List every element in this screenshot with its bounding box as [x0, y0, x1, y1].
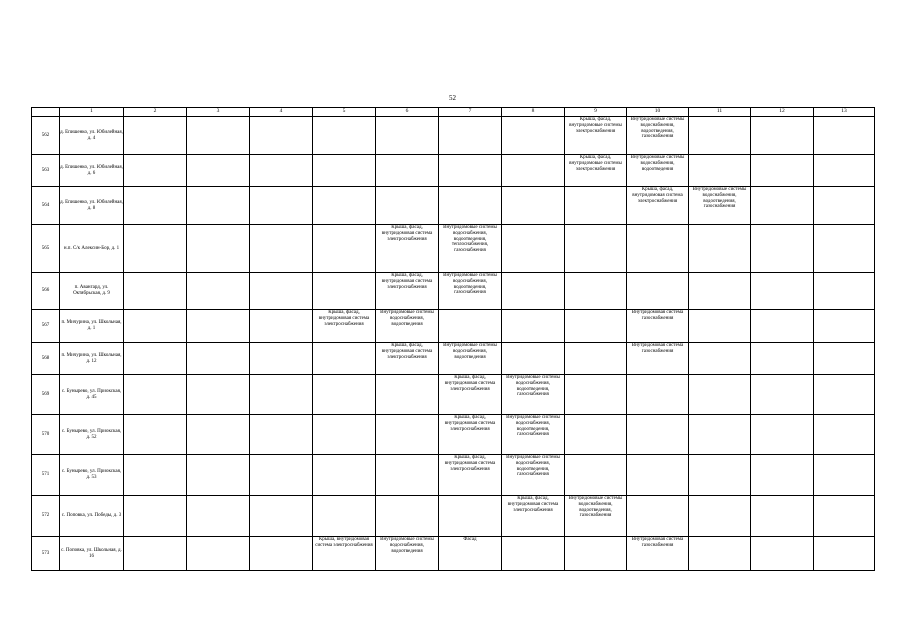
work-cell-col-6: Внутридомовые системы водоснабжения, водоотведения — [376, 310, 439, 343]
column-header-2: 2 — [124, 108, 187, 117]
work-cell-col-8 — [502, 273, 565, 310]
work-cell-col-8: Внутридомовые системы водоснабжения, водоотведения, газоснабжения — [502, 375, 565, 415]
address-cell: п. Мичурина, ул. Школьная, д. 12 — [60, 343, 124, 375]
work-cell-col-4 — [250, 187, 313, 225]
work-cell-col-2 — [124, 310, 187, 343]
work-cell-col-13 — [814, 310, 875, 343]
table-row — [32, 375, 875, 415]
work-cell-col-9 — [565, 343, 627, 375]
column-header-4: 4 — [250, 108, 313, 117]
work-cell-col-7 — [439, 187, 502, 225]
work-cell-col-4 — [250, 415, 313, 455]
work-cell-col-2 — [124, 537, 187, 571]
work-cell-col-6 — [376, 415, 439, 455]
work-cell-col-2 — [124, 117, 187, 155]
work-cell-col-11 — [689, 273, 751, 310]
work-cell-col-10: Внутридомовая система газоснабжения — [627, 310, 689, 343]
work-cell-col-2 — [124, 343, 187, 375]
row-number-cell: 566 — [32, 273, 60, 310]
work-cell-col-8 — [502, 310, 565, 343]
address-cell: с. Бунырево, ул. Приокская, д. 52 — [60, 415, 124, 455]
repair-schedule-table — [31, 107, 875, 571]
work-cell-col-12 — [751, 310, 814, 343]
work-cell-col-10: Крыша, фасад, внутридомовая система электроснабжения — [627, 187, 689, 225]
work-cell-col-7: Внутридомовые системы водоснабжения, водоотведения, теплоснабжения, газоснабжения — [439, 225, 502, 273]
work-cell-col-4 — [250, 117, 313, 155]
work-cell-col-9 — [565, 537, 627, 571]
work-cell-col-13 — [814, 415, 875, 455]
work-cell-col-3 — [187, 155, 250, 187]
work-cell-col-10 — [627, 375, 689, 415]
work-cell-col-3 — [187, 310, 250, 343]
work-cell-col-12 — [751, 273, 814, 310]
work-cell-col-13 — [814, 117, 875, 155]
work-cell-col-9 — [565, 310, 627, 343]
work-cell-col-5 — [313, 343, 376, 375]
table-row — [32, 117, 875, 155]
column-header-11: 11 — [689, 108, 751, 117]
table-row — [32, 415, 875, 455]
work-cell-col-9: Внутридомовые системы водоснабжения, водоотведения, газоснабжения — [565, 496, 627, 537]
work-cell-col-6: Крыша, фасад, внутридомовая система электроснабжения — [376, 225, 439, 273]
work-cell-col-8 — [502, 225, 565, 273]
work-cell-col-3 — [187, 415, 250, 455]
work-cell-col-13 — [814, 496, 875, 537]
work-cell-col-9: Крыша, фасад, внутридомовые системы электроснабжения — [565, 155, 627, 187]
table-row — [32, 496, 875, 537]
work-cell-col-7: Внутридомовые системы водоснабжения, водоотведения — [439, 343, 502, 375]
work-cell-col-3 — [187, 537, 250, 571]
work-cell-col-7 — [439, 117, 502, 155]
work-cell-col-4 — [250, 273, 313, 310]
work-cell-col-5: Крыша, внутридомовая система электроснабжения — [313, 537, 376, 571]
work-cell-col-3 — [187, 187, 250, 225]
work-cell-col-6 — [376, 496, 439, 537]
work-cell-col-7: Крыша, фасад, внутридомовая система электроснабжения — [439, 455, 502, 496]
work-cell-col-4 — [250, 155, 313, 187]
work-cell-col-12 — [751, 343, 814, 375]
work-cell-col-5 — [313, 455, 376, 496]
work-cell-col-12 — [751, 187, 814, 225]
work-cell-col-4 — [250, 343, 313, 375]
work-cell-col-5 — [313, 117, 376, 155]
work-cell-col-2 — [124, 415, 187, 455]
work-cell-col-11 — [689, 537, 751, 571]
table-header-row — [32, 108, 875, 117]
row-number-cell: 564 — [32, 187, 60, 225]
work-cell-col-9 — [565, 225, 627, 273]
work-cell-col-10: Внутридомовые системы водоснабжения, водоотведения — [627, 155, 689, 187]
work-cell-col-6 — [376, 117, 439, 155]
address-cell: п. Авангард, ул. Октябрьская, д. 9 — [60, 273, 124, 310]
work-cell-col-5: Крыша, фасад, внутридомовая система электроснабжения — [313, 310, 376, 343]
column-header-8: 8 — [502, 108, 565, 117]
work-cell-col-3 — [187, 225, 250, 273]
work-cell-col-7: Фасад — [439, 537, 502, 571]
work-cell-col-11 — [689, 117, 751, 155]
table-row — [32, 537, 875, 571]
row-number-cell: 572 — [32, 496, 60, 537]
work-cell-col-3 — [187, 496, 250, 537]
work-cell-col-11 — [689, 155, 751, 187]
work-cell-col-7: Внутридомовые системы водоснабжения, водоотведения, газоснабжения — [439, 273, 502, 310]
work-cell-col-12 — [751, 415, 814, 455]
work-cell-col-8: Внутридомовые системы водоснабжения, водоотведения, газоснабжения — [502, 455, 565, 496]
work-cell-col-10 — [627, 496, 689, 537]
work-cell-col-3 — [187, 273, 250, 310]
work-cell-col-12 — [751, 225, 814, 273]
work-cell-col-5 — [313, 187, 376, 225]
work-cell-col-11 — [689, 375, 751, 415]
table-row — [32, 310, 875, 343]
row-number-cell: 573 — [32, 537, 60, 571]
work-cell-col-6 — [376, 155, 439, 187]
work-cell-col-6: Внутридомовые системы водоснабжения, водоотведения — [376, 537, 439, 571]
work-cell-col-8 — [502, 343, 565, 375]
work-cell-col-9 — [565, 375, 627, 415]
table-row — [32, 343, 875, 375]
address-cell: с. Бунырево, ул. Приокская, д. 53 — [60, 455, 124, 496]
work-cell-col-7: Крыша, фасад, внутридомовая система электроснабжения — [439, 415, 502, 455]
work-cell-col-2 — [124, 496, 187, 537]
work-cell-col-8 — [502, 537, 565, 571]
address-cell: д. Епишенко, ул. Юбилейная, д. 8 — [60, 187, 124, 225]
work-cell-col-7 — [439, 155, 502, 187]
work-cell-col-13 — [814, 343, 875, 375]
row-number-cell: 565 — [32, 225, 60, 273]
work-cell-col-3 — [187, 343, 250, 375]
table-row — [32, 155, 875, 187]
work-cell-col-3 — [187, 375, 250, 415]
table-row — [32, 187, 875, 225]
work-cell-col-9 — [565, 415, 627, 455]
row-number-cell: 569 — [32, 375, 60, 415]
work-cell-col-7 — [439, 496, 502, 537]
work-cell-col-3 — [187, 455, 250, 496]
work-cell-col-8 — [502, 117, 565, 155]
work-cell-col-11 — [689, 343, 751, 375]
work-cell-col-6 — [376, 187, 439, 225]
work-cell-col-4 — [250, 496, 313, 537]
row-number-cell: 568 — [32, 343, 60, 375]
address-cell: с. Бунырево, ул. Приокская, д. 45 — [60, 375, 124, 415]
work-cell-col-5 — [313, 375, 376, 415]
work-cell-col-4 — [250, 537, 313, 571]
work-cell-col-10: Внутридомовая система газоснабжения — [627, 537, 689, 571]
work-cell-col-10: Внутридомовая система газоснабжения — [627, 343, 689, 375]
row-number-cell: 563 — [32, 155, 60, 187]
work-cell-col-7: Крыша, фасад, внутридомовая система электроснабжения — [439, 375, 502, 415]
work-cell-col-6: Крыша, фасад, внутридомовая система электроснабжения — [376, 273, 439, 310]
work-cell-col-12 — [751, 455, 814, 496]
work-cell-col-13 — [814, 375, 875, 415]
work-cell-col-10 — [627, 225, 689, 273]
work-cell-col-4 — [250, 375, 313, 415]
column-header-5: 5 — [313, 108, 376, 117]
column-header-3: 3 — [187, 108, 250, 117]
work-cell-col-12 — [751, 375, 814, 415]
work-cell-col-4 — [250, 455, 313, 496]
table-row — [32, 273, 875, 310]
work-cell-col-13 — [814, 537, 875, 571]
work-cell-col-8 — [502, 155, 565, 187]
work-cell-col-13 — [814, 155, 875, 187]
work-cell-col-12 — [751, 155, 814, 187]
column-header-12: 12 — [751, 108, 814, 117]
row-number-cell: 571 — [32, 455, 60, 496]
work-cell-col-11 — [689, 496, 751, 537]
work-cell-col-5 — [313, 415, 376, 455]
address-cell: д. Епишенко, ул. Юбилейная, д. 6 — [60, 155, 124, 187]
work-cell-col-10 — [627, 273, 689, 310]
address-cell: н.п. С/к Алексин-Бор, д. 1 — [60, 225, 124, 273]
work-cell-col-5 — [313, 496, 376, 537]
address-cell: д. Епишенко, ул. Юбилейная, д. 4 — [60, 117, 124, 155]
column-header-9: 9 — [565, 108, 627, 117]
work-cell-col-3 — [187, 117, 250, 155]
header-cell-row-number — [32, 108, 60, 117]
work-cell-col-4 — [250, 310, 313, 343]
row-number-cell: 570 — [32, 415, 60, 455]
work-cell-col-8: Крыша, фасад, внутридомовая система электроснабжения — [502, 496, 565, 537]
work-cell-col-5 — [313, 155, 376, 187]
work-cell-col-9 — [565, 455, 627, 496]
work-cell-col-4 — [250, 225, 313, 273]
column-header-13: 13 — [814, 108, 875, 117]
work-cell-col-6 — [376, 455, 439, 496]
work-cell-col-6 — [376, 375, 439, 415]
work-cell-col-11 — [689, 455, 751, 496]
work-cell-col-9 — [565, 187, 627, 225]
column-header-6: 6 — [376, 108, 439, 117]
work-cell-col-9: Крыша, фасад, внутридомовые системы электроснабжения — [565, 117, 627, 155]
work-cell-col-10 — [627, 415, 689, 455]
work-cell-col-8: Внутридомовые системы водоснабжения, водоотведения, газоснабжения — [502, 415, 565, 455]
work-cell-col-13 — [814, 273, 875, 310]
work-cell-col-2 — [124, 455, 187, 496]
work-cell-col-8 — [502, 187, 565, 225]
column-header-1: 1 — [60, 108, 124, 117]
work-cell-col-2 — [124, 273, 187, 310]
work-cell-col-2 — [124, 225, 187, 273]
work-cell-col-2 — [124, 155, 187, 187]
address-cell: с. Поповка, ул. Школьная, д. 16 — [60, 537, 124, 571]
work-cell-col-12 — [751, 496, 814, 537]
work-cell-col-10 — [627, 455, 689, 496]
column-header-10: 10 — [627, 108, 689, 117]
work-cell-col-11 — [689, 310, 751, 343]
page-number: 52 — [449, 94, 456, 102]
row-number-cell: 562 — [32, 117, 60, 155]
work-cell-col-2 — [124, 187, 187, 225]
work-cell-col-6: Крыша, фасад, внутридомовая система электроснабжения — [376, 343, 439, 375]
address-cell: п. Мичурина, ул. Школьная, д. 1 — [60, 310, 124, 343]
column-header-7: 7 — [439, 108, 502, 117]
work-cell-col-13 — [814, 187, 875, 225]
work-cell-col-13 — [814, 225, 875, 273]
address-cell: с. Поповка, ул. Победы, д. 3 — [60, 496, 124, 537]
work-cell-col-11 — [689, 225, 751, 273]
work-cell-col-7 — [439, 310, 502, 343]
work-cell-col-9 — [565, 273, 627, 310]
work-cell-col-12 — [751, 537, 814, 571]
work-cell-col-11 — [689, 415, 751, 455]
work-cell-col-12 — [751, 117, 814, 155]
row-number-cell: 567 — [32, 310, 60, 343]
work-cell-col-11: Внутридомовые системы водоснабжения, водоотведения, газоснабжения — [689, 187, 751, 225]
work-cell-col-13 — [814, 455, 875, 496]
work-cell-col-5 — [313, 273, 376, 310]
table-row — [32, 225, 875, 273]
work-cell-col-5 — [313, 225, 376, 273]
work-cell-col-2 — [124, 375, 187, 415]
work-cell-col-10: Внутридомовые системы водоснабжения, водоотведения, газоснабжения — [627, 117, 689, 155]
table-row — [32, 455, 875, 496]
